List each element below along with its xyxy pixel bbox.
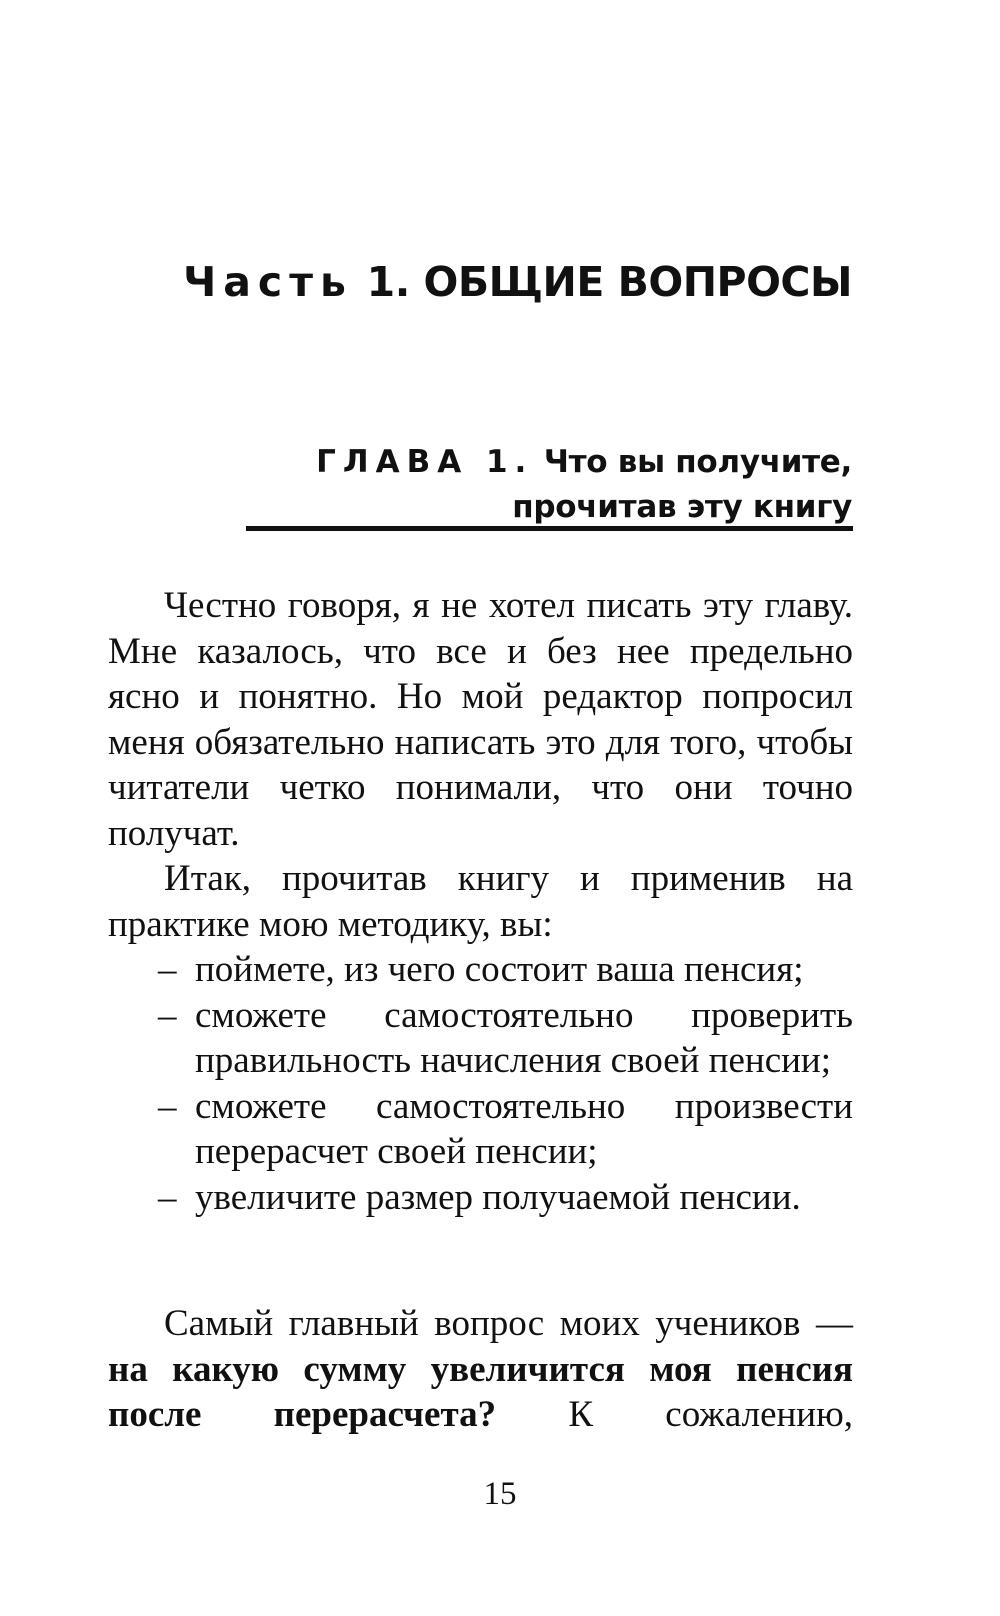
- chapter-title-text-1: Что вы получите,: [543, 444, 852, 480]
- chapter-divider: [246, 526, 853, 531]
- list-item-text: сможете самостоятельно произвести перерасчет своей пенсии;: [195, 1085, 853, 1172]
- list-item-text: увеличите размер получаемой пенсии.: [195, 1176, 801, 1218]
- question-bold: на какую сумму увеличится моя пенсия после перерасчета?: [108, 1348, 853, 1435]
- list-dash: –: [158, 949, 177, 990]
- chapter-title: [252, 440, 852, 530]
- chapter-label: ГЛАВА 1.: [316, 444, 534, 480]
- paragraph-intro: Честно говоря, я не хотел писать эту главу. Мне казалось, что все и без нее предельно ясно и понятно. Но мой редактор попросил меня обязательно написать это для того, чтобы читатели четко понимали, что они точно получат.: [108, 585, 853, 854]
- page-number: 15: [483, 1476, 517, 1512]
- list-dash: –: [158, 994, 177, 1036]
- question-intro: Самый главный вопрос моих учеников —: [164, 1303, 853, 1344]
- part-title: [183, 258, 852, 306]
- list-item-text: сможете самостоятельно проверить правильность начисления своей пенсии;: [195, 994, 853, 1081]
- question-block: [108, 1301, 853, 1438]
- paragraph-list-lead: Итак, прочитав книгу и применив на практике мою методику, вы:: [108, 858, 853, 945]
- chapter-title-line-2: прочитав эту книгу: [512, 489, 852, 525]
- list-dash: –: [158, 1176, 177, 1218]
- part-number-title: 1. ОБЩИЕ ВОПРОСЫ: [366, 258, 852, 306]
- chapter-title-line-1: [252, 440, 852, 485]
- list-item: [108, 947, 853, 993]
- list-item: [108, 1084, 853, 1175]
- paragraph-question: [108, 1301, 853, 1438]
- benefits-list: [108, 947, 853, 1220]
- question-outro: К сожалению,: [496, 1394, 854, 1435]
- part-label: Часть: [183, 258, 353, 306]
- chapter-body: [108, 583, 853, 1220]
- list-dash: –: [158, 1085, 177, 1127]
- list-item: [108, 1175, 853, 1221]
- list-item-text: поймете, из чего состоит ваша пенсия;: [195, 949, 804, 990]
- list-item: [108, 993, 853, 1084]
